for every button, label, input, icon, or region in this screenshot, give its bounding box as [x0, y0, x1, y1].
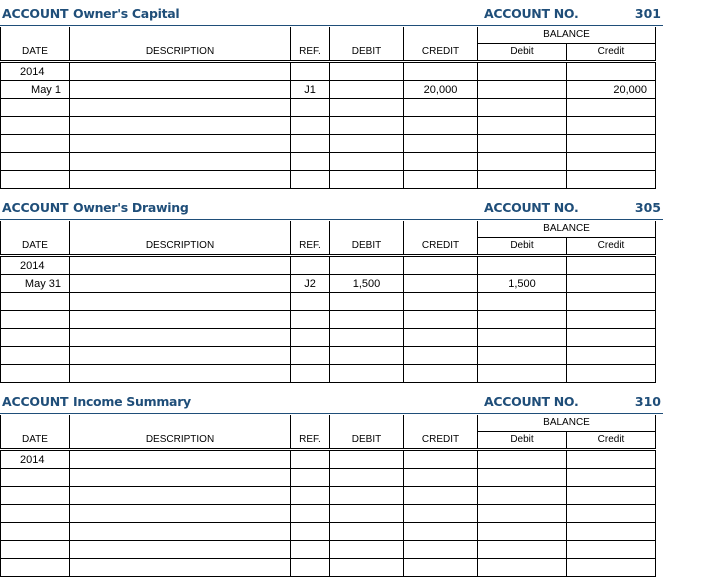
ledger-title-bar	[0, 199, 663, 220]
header-cell	[291, 27, 330, 44]
credit-cell[interactable]	[404, 505, 478, 523]
balance-debit-cell[interactable]	[478, 487, 567, 505]
ref-cell[interactable]: J2	[291, 275, 330, 293]
ref-header: REF.	[291, 432, 330, 450]
balance-credit-cell[interactable]	[567, 523, 656, 541]
balance-credit-cell[interactable]	[567, 541, 656, 559]
balance-credit-cell[interactable]	[567, 505, 656, 523]
ref-cell[interactable]	[291, 99, 330, 117]
date-cell[interactable]	[1, 171, 70, 189]
description-cell[interactable]	[70, 329, 291, 347]
ledger-account-310	[0, 393, 663, 569]
balance-credit-header: Credit	[567, 238, 656, 256]
date-cell[interactable]: 2014	[1, 450, 70, 469]
date-cell[interactable]	[1, 523, 70, 541]
credit-cell[interactable]	[404, 135, 478, 153]
table-row	[1, 347, 656, 365]
description-cell[interactable]	[70, 81, 291, 99]
date-cell[interactable]	[1, 487, 70, 505]
account-no-label: ACCOUNT NO.	[484, 200, 579, 215]
balance-credit-cell[interactable]	[567, 347, 656, 365]
debit-cell[interactable]	[330, 559, 404, 577]
balance-credit-cell[interactable]	[567, 99, 656, 117]
table-row	[1, 559, 656, 577]
credit-cell[interactable]	[404, 347, 478, 365]
balance-credit-cell[interactable]: 20,000	[567, 81, 656, 99]
table-row	[1, 450, 656, 469]
ref-cell[interactable]	[291, 293, 330, 311]
date-cell[interactable]	[1, 153, 70, 171]
date-cell[interactable]	[1, 365, 70, 383]
table-row	[1, 541, 656, 559]
date-header: DATE	[1, 238, 70, 256]
ref-cell[interactable]	[291, 329, 330, 347]
ref-header: REF.	[291, 238, 330, 256]
debit-cell[interactable]	[330, 541, 404, 559]
table-row	[1, 171, 656, 189]
balance-debit-cell[interactable]	[478, 256, 567, 275]
header-row	[1, 432, 656, 450]
ledger-title-bar	[0, 5, 663, 26]
account-label: ACCOUNT	[2, 394, 69, 409]
header-row-top	[1, 27, 656, 44]
ref-cell[interactable]	[291, 505, 330, 523]
balance-debit-cell[interactable]	[478, 81, 567, 99]
balance-debit-cell[interactable]	[478, 505, 567, 523]
description-cell[interactable]	[70, 311, 291, 329]
credit-cell[interactable]	[404, 117, 478, 135]
description-cell[interactable]	[70, 135, 291, 153]
credit-cell[interactable]: 20,000	[404, 81, 478, 99]
balance-credit-cell[interactable]	[567, 293, 656, 311]
debit-header: DEBIT	[330, 432, 404, 450]
header-cell	[1, 221, 70, 238]
table-row	[1, 153, 656, 171]
credit-cell[interactable]	[404, 523, 478, 541]
debit-cell[interactable]	[330, 487, 404, 505]
balance-debit-cell[interactable]	[478, 99, 567, 117]
header-row	[1, 238, 656, 256]
ref-cell[interactable]	[291, 62, 330, 81]
description-header: DESCRIPTION	[70, 44, 291, 62]
table-row	[1, 505, 656, 523]
debit-cell[interactable]	[330, 117, 404, 135]
balance-debit-cell[interactable]	[478, 293, 567, 311]
debit-cell[interactable]	[330, 469, 404, 487]
balance-debit-cell[interactable]	[478, 135, 567, 153]
balance-credit-cell[interactable]	[567, 171, 656, 189]
date-cell[interactable]	[1, 469, 70, 487]
credit-cell[interactable]	[404, 256, 478, 275]
description-cell[interactable]	[70, 293, 291, 311]
date-cell[interactable]	[1, 347, 70, 365]
debit-cell[interactable]	[330, 347, 404, 365]
balance-debit-cell[interactable]	[478, 523, 567, 541]
debit-cell[interactable]	[330, 450, 404, 469]
ref-cell[interactable]	[291, 487, 330, 505]
debit-cell[interactable]	[330, 171, 404, 189]
account-label: ACCOUNT	[2, 6, 69, 21]
credit-cell[interactable]	[404, 311, 478, 329]
credit-header: CREDIT	[404, 44, 478, 62]
date-cell[interactable]	[1, 135, 70, 153]
balance-debit-cell[interactable]	[478, 171, 567, 189]
balance-header: BALANCE	[478, 415, 656, 432]
balance-credit-header: Credit	[567, 44, 656, 62]
ref-cell[interactable]	[291, 117, 330, 135]
description-cell[interactable]	[70, 347, 291, 365]
description-cell[interactable]	[70, 99, 291, 117]
credit-cell[interactable]	[404, 275, 478, 293]
header-cell	[404, 415, 478, 432]
account-number: 301	[634, 6, 661, 21]
ref-cell[interactable]	[291, 523, 330, 541]
ref-cell[interactable]	[291, 311, 330, 329]
table-row	[1, 311, 656, 329]
account-number: 305	[634, 200, 661, 215]
ledger-table	[0, 415, 656, 577]
header-row-top	[1, 415, 656, 432]
debit-cell[interactable]	[330, 99, 404, 117]
credit-cell[interactable]	[404, 329, 478, 347]
ref-cell[interactable]	[291, 153, 330, 171]
table-row	[1, 62, 656, 81]
debit-cell[interactable]	[330, 365, 404, 383]
description-cell[interactable]	[70, 559, 291, 577]
balance-debit-header: Debit	[478, 432, 567, 450]
balance-credit-cell[interactable]	[567, 117, 656, 135]
debit-cell[interactable]	[330, 153, 404, 171]
ref-cell[interactable]	[291, 559, 330, 577]
header-cell	[70, 415, 291, 432]
ledger-title-bar	[0, 393, 663, 414]
header-cell	[330, 27, 404, 44]
description-cell[interactable]	[70, 171, 291, 189]
account-number: 310	[634, 394, 661, 409]
debit-header: DEBIT	[330, 238, 404, 256]
table-row	[1, 99, 656, 117]
date-header: DATE	[1, 432, 70, 450]
balance-debit-cell[interactable]	[478, 62, 567, 81]
date-cell[interactable]: May 31	[1, 275, 70, 293]
description-cell[interactable]	[70, 153, 291, 171]
balance-credit-cell[interactable]	[567, 365, 656, 383]
description-header: DESCRIPTION	[70, 238, 291, 256]
credit-cell[interactable]	[404, 171, 478, 189]
balance-credit-cell[interactable]	[567, 487, 656, 505]
description-cell[interactable]	[70, 487, 291, 505]
ref-cell[interactable]	[291, 469, 330, 487]
ledger-table	[0, 221, 656, 383]
table-row	[1, 329, 656, 347]
balance-debit-cell[interactable]	[478, 311, 567, 329]
description-cell[interactable]	[70, 505, 291, 523]
header-cell	[70, 27, 291, 44]
balance-debit-cell[interactable]	[478, 559, 567, 577]
credit-cell[interactable]	[404, 153, 478, 171]
balance-header: BALANCE	[478, 27, 656, 44]
balance-debit-cell[interactable]	[478, 450, 567, 469]
balance-credit-cell[interactable]	[567, 256, 656, 275]
balance-credit-cell[interactable]	[567, 329, 656, 347]
balance-debit-cell[interactable]	[478, 469, 567, 487]
description-cell[interactable]	[70, 275, 291, 293]
credit-header: CREDIT	[404, 238, 478, 256]
date-cell[interactable]	[1, 99, 70, 117]
debit-cell[interactable]	[330, 256, 404, 275]
header-cell	[1, 27, 70, 44]
balance-debit-header: Debit	[478, 238, 567, 256]
table-row	[1, 469, 656, 487]
debit-cell[interactable]	[330, 505, 404, 523]
description-cell[interactable]	[70, 523, 291, 541]
description-cell[interactable]	[70, 541, 291, 559]
balance-credit-cell[interactable]	[567, 311, 656, 329]
account-no-label: ACCOUNT NO.	[484, 394, 579, 409]
description-cell[interactable]	[70, 256, 291, 275]
ref-cell[interactable]	[291, 135, 330, 153]
debit-cell[interactable]	[330, 135, 404, 153]
header-cell	[404, 27, 478, 44]
table-row	[1, 523, 656, 541]
description-cell[interactable]	[70, 450, 291, 469]
header-cell	[404, 221, 478, 238]
date-cell[interactable]	[1, 293, 70, 311]
description-cell[interactable]	[70, 365, 291, 383]
account-label: ACCOUNT	[2, 200, 69, 215]
credit-cell[interactable]	[404, 469, 478, 487]
credit-header: CREDIT	[404, 432, 478, 450]
ref-cell[interactable]	[291, 347, 330, 365]
header-row-top	[1, 221, 656, 238]
debit-header: DEBIT	[330, 44, 404, 62]
header-cell	[291, 415, 330, 432]
header-cell	[330, 221, 404, 238]
balance-debit-cell[interactable]: 1,500	[478, 275, 567, 293]
balance-debit-cell[interactable]	[478, 365, 567, 383]
table-row	[1, 293, 656, 311]
ref-cell[interactable]	[291, 450, 330, 469]
description-header: DESCRIPTION	[70, 432, 291, 450]
balance-credit-cell[interactable]	[567, 153, 656, 171]
table-row	[1, 135, 656, 153]
date-cell[interactable]: 2014	[1, 256, 70, 275]
balance-debit-cell[interactable]	[478, 153, 567, 171]
credit-cell[interactable]	[404, 450, 478, 469]
ref-header: REF.	[291, 44, 330, 62]
date-cell[interactable]	[1, 505, 70, 523]
ref-cell[interactable]	[291, 541, 330, 559]
credit-cell[interactable]	[404, 541, 478, 559]
debit-cell[interactable]	[330, 81, 404, 99]
ledger-account-301	[0, 5, 663, 181]
table-row	[1, 275, 656, 293]
header-row	[1, 44, 656, 62]
date-cell[interactable]	[1, 311, 70, 329]
account-name: Income Summary	[73, 394, 191, 409]
account-name: Owner's Capital	[73, 6, 180, 21]
ref-cell[interactable]	[291, 171, 330, 189]
ref-cell[interactable]	[291, 365, 330, 383]
date-cell[interactable]	[1, 117, 70, 135]
credit-cell[interactable]	[404, 559, 478, 577]
table-row	[1, 256, 656, 275]
balance-credit-cell[interactable]	[567, 469, 656, 487]
balance-credit-cell[interactable]	[567, 62, 656, 81]
description-cell[interactable]	[70, 117, 291, 135]
date-cell[interactable]: May 1	[1, 81, 70, 99]
ledger-table	[0, 27, 656, 189]
header-cell	[1, 415, 70, 432]
date-cell[interactable]	[1, 541, 70, 559]
balance-credit-cell[interactable]	[567, 135, 656, 153]
debit-cell[interactable]	[330, 62, 404, 81]
header-cell	[291, 221, 330, 238]
date-cell[interactable]	[1, 559, 70, 577]
debit-cell[interactable]	[330, 293, 404, 311]
account-name: Owner's Drawing	[73, 200, 189, 215]
credit-cell[interactable]	[404, 99, 478, 117]
balance-credit-cell[interactable]	[567, 275, 656, 293]
balance-debit-cell[interactable]	[478, 541, 567, 559]
debit-cell[interactable]	[330, 523, 404, 541]
debit-cell[interactable]	[330, 329, 404, 347]
header-cell	[70, 221, 291, 238]
balance-credit-cell[interactable]	[567, 559, 656, 577]
table-row	[1, 487, 656, 505]
date-header: DATE	[1, 44, 70, 62]
balance-debit-cell[interactable]	[478, 347, 567, 365]
table-row	[1, 117, 656, 135]
credit-cell[interactable]	[404, 365, 478, 383]
balance-debit-cell[interactable]	[478, 329, 567, 347]
debit-cell[interactable]	[330, 311, 404, 329]
date-cell[interactable]: 2014	[1, 62, 70, 81]
table-row	[1, 365, 656, 383]
header-cell	[330, 415, 404, 432]
table-row	[1, 81, 656, 99]
balance-credit-cell[interactable]	[567, 450, 656, 469]
balance-header: BALANCE	[478, 221, 656, 238]
balance-debit-cell[interactable]	[478, 117, 567, 135]
description-cell[interactable]	[70, 62, 291, 81]
balance-credit-header: Credit	[567, 432, 656, 450]
description-cell[interactable]	[70, 469, 291, 487]
credit-cell[interactable]	[404, 62, 478, 81]
ledger-account-305	[0, 199, 663, 375]
balance-debit-header: Debit	[478, 44, 567, 62]
debit-cell[interactable]: 1,500	[330, 275, 404, 293]
date-cell[interactable]	[1, 329, 70, 347]
ref-cell[interactable]: J1	[291, 81, 330, 99]
credit-cell[interactable]	[404, 293, 478, 311]
ref-cell[interactable]	[291, 256, 330, 275]
account-no-label: ACCOUNT NO.	[484, 6, 579, 21]
credit-cell[interactable]	[404, 487, 478, 505]
